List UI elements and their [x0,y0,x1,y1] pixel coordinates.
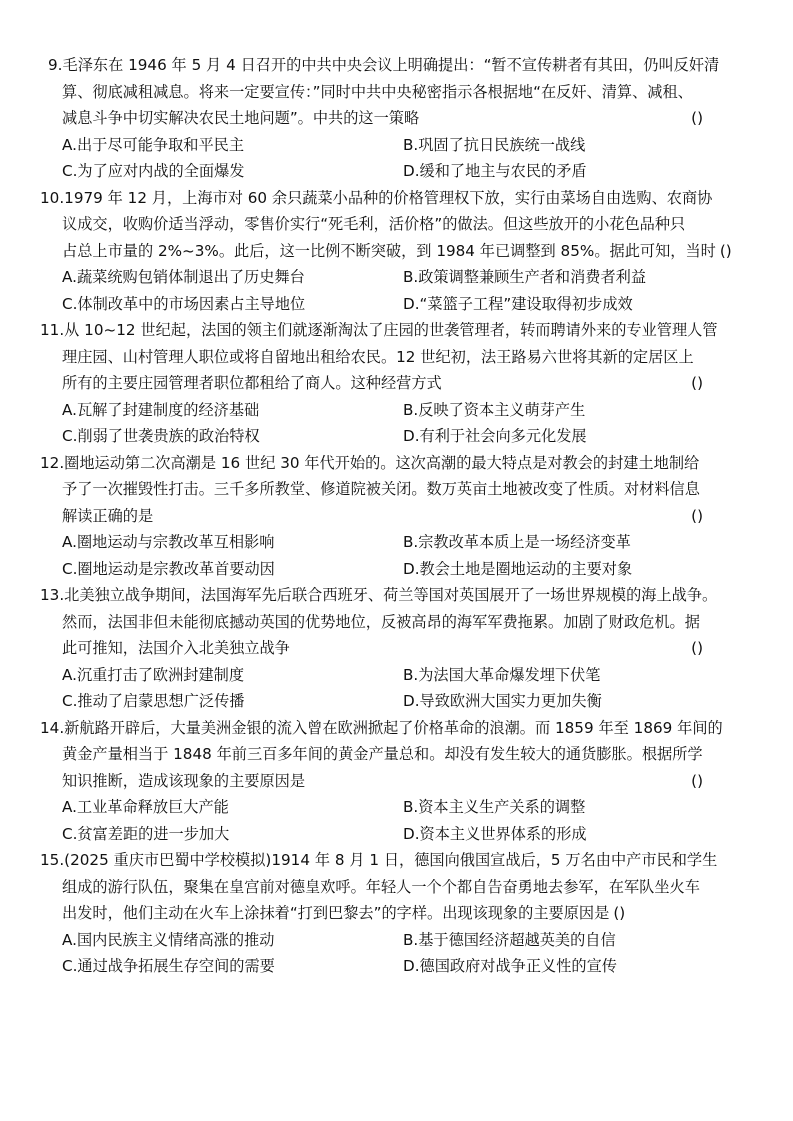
options-row [0,158,793,185]
answer-blank: () [691,374,703,392]
option-d: D.教会土地是圈地运动的主要对象 [403,559,633,578]
answer-blank: () [691,506,703,525]
option-b: B.为法国大革命爆发埋下伏笔 [403,665,601,684]
question-number: 9. [48,56,63,74]
question-text: 出发时，他们主动在火车上涂抹着“打到巴黎去”的字样。出现该现象的主要原因是 [62,904,610,922]
question-text: 减息斗争中切实解决农民土地问题”。中共的这一策略 [62,109,420,127]
options-row [0,132,793,159]
option-b: B.宗教改革本质上是一场经济变革 [403,533,631,551]
answer-blank: () [691,639,703,657]
question-13 [0,582,793,715]
option-a: A.沉重打击了欧洲封建制度 [62,665,245,684]
question-text: 黄金产量相当于 1848 年前三百多年间的黄金产量总和。却没有发生较大的通货膨胀。根据所学 [62,745,703,763]
question-text: 所有的主要庄园管理者职位都租给了商人。这种经营方式 [62,374,442,392]
option-d: D.导致欧洲大国实力更加失衡 [403,692,602,710]
option-d: D.资本主义世界体系的形成 [403,824,587,843]
option-d: D.“菜篮子工程”建设取得初步成效 [403,294,633,313]
option-a: A.国内民族主义情绪高涨的推动 [62,930,275,949]
question-stem-line [0,741,793,768]
question-stem-line [0,503,793,530]
option-b: B.巩固了抗日民族统一战线 [403,135,586,154]
options-row [0,529,793,556]
question-stem-line [0,582,793,609]
options-row [0,264,793,291]
question-text: 算、彻底减租减息。将来一定要宣传：”同时中共中央秘密指示各根据地“在反奸、清算、减租、 [62,82,693,101]
question-11 [0,317,793,450]
options-row [0,821,793,848]
question-text: 予了一次摧毁性打击。三千多所教堂、修道院被关闭。数万英亩土地被改变了性质。对材料信息 [62,480,700,498]
question-stem-line [0,450,793,477]
option-a: A.出于尽可能争取和平民主 [62,135,245,154]
question-text: 然而，法国非但未能彻底撼动英国的优势地位，反被高昂的海军军费拖累。加剧了财政危机。据 [62,612,700,631]
options-row [0,423,793,450]
option-d: D.德国政府对战争正义性的宣传 [403,957,617,975]
options-row [0,291,793,318]
options-row [0,662,793,689]
exam-page [0,52,793,980]
question-text: 北美独立战争期间，法国海军先后联合西班牙、荷兰等国对英国展开了一场世界规模的海上战争。 [64,586,718,604]
question-stem-line [0,79,793,106]
options-row [0,397,793,424]
question-10 [0,185,793,318]
option-c: C.体制改革中的市场因素占主导地位 [62,294,306,313]
question-14 [0,715,793,848]
question-stem-line [0,370,793,397]
question-stem-line [0,768,793,795]
question-text: 毛泽东在 1946 年 5 月 4 日召开的中共中央会议上明确提出：“暂不宣传耕者有其田，仍叫反奸清 [62,56,720,74]
question-stem-line [0,105,793,132]
question-stem-line [0,52,793,79]
options-row [0,688,793,715]
options-row [0,794,793,821]
option-c: C.圈地运动是宗教改革首要动因 [62,559,275,578]
question-stem-line [0,847,793,874]
question-text: 议成交，收购价适当浮动，零售价实行“死毛利，活价格”的做法。但这些放开的小花色品种只 [62,215,686,233]
option-a: A.圈地运动与宗教改革互相影响 [62,533,275,551]
question-12 [0,450,793,583]
question-15 [0,847,793,980]
question-stem-line [0,476,793,503]
option-a: A.蔬菜统购包销体制退出了历史舞台 [62,268,305,286]
question-stem-line [0,211,793,238]
question-number: 14. [40,718,65,737]
question-stem-line [0,874,793,901]
question-stem-line [0,238,793,265]
answer-blank: () [691,771,703,790]
question-text: (2025 重庆市巴蜀中学校模拟)1914 年 8 月 1 日，德国向俄国宣战后，5 万名由中产市民和学生 [64,851,718,869]
option-b: B.政策调整兼顾生产者和消费者利益 [403,268,647,286]
question-stem-line [0,900,793,927]
question-text: 新航路开辟后，大量美洲金银的流入曾在欧洲掀起了价格革命的浪潮。而 1859 年至 1869 年间的 [64,718,723,737]
answer-blank: () [719,241,732,260]
question-number: 13. [40,586,65,604]
question-text: 1979 年 12 月，上海市对 60 余只蔬菜小品种的价格管理权下放，实行由菜场自由选购、农商协 [64,188,713,207]
option-c: C.贫富差距的进一步加大 [62,824,230,843]
question-text: 理庄园、山村管理人职位或将自留地出租给农民。12 世纪初，法王路易六世将其新的定居区上 [62,347,694,366]
options-row [0,556,793,583]
answer-blank: () [613,904,626,922]
question-text: 此可推知，法国介入北美独立战争 [62,639,290,657]
option-c: C.推动了启蒙思想广泛传播 [62,692,245,710]
question-text: 知识推断，造成该现象的主要原因是 [62,771,305,790]
question-stem-line [0,609,793,636]
question-stem-line [0,185,793,212]
question-number: 12. [40,453,65,472]
question-number: 15. [40,851,65,869]
option-c: C.削弱了世袭贵族的政治特权 [62,427,260,445]
option-b: B.资本主义生产关系的调整 [403,798,586,816]
option-c: C.为了应对内战的全面爆发 [62,162,245,180]
question-text: 解读正确的是 [62,506,154,525]
question-text: 从 10~12 世纪起，法国的领主们就逐渐淘汰了庄园的世袭管理者，转而聘请外来的专业管理人管 [64,321,718,339]
option-a: A.瓦解了封建制度的经济基础 [62,400,260,419]
question-stem-line [0,344,793,371]
question-text: 组成的游行队伍，聚集在皇宫前对德皇欢呼。年轻人一个个都自告奋勇地去参军，在军队坐火车 [62,877,700,896]
option-c: C.通过战争拓展生存空间的需要 [62,957,275,975]
question-stem-line [0,715,793,742]
question-number: 10. [40,188,65,207]
options-row [0,927,793,954]
option-d: D.有利于社会向多元化发展 [403,427,587,445]
question-number: 11. [40,321,65,339]
question-stem-line [0,635,793,662]
option-b: B.基于德国经济超越英美的自信 [403,930,616,949]
option-a: A.工业革命释放巨大产能 [62,798,229,816]
question-9 [0,52,793,185]
option-d: D.缓和了地主与农民的矛盾 [403,162,587,180]
question-text: 圈地运动第二次高潮是 16 世纪 30 年代开始的。这次高潮的最大特点是对教会的封建土地制给 [64,453,700,472]
answer-blank: () [691,109,703,127]
question-stem-line [0,317,793,344]
question-text: 占总上市量的 2%~3%。此后，这一比例不断突破，到 1984 年已调整到 85%。据此可知，当时 [62,241,716,260]
options-row [0,953,793,980]
option-b: B.反映了资本主义萌芽产生 [403,400,586,419]
